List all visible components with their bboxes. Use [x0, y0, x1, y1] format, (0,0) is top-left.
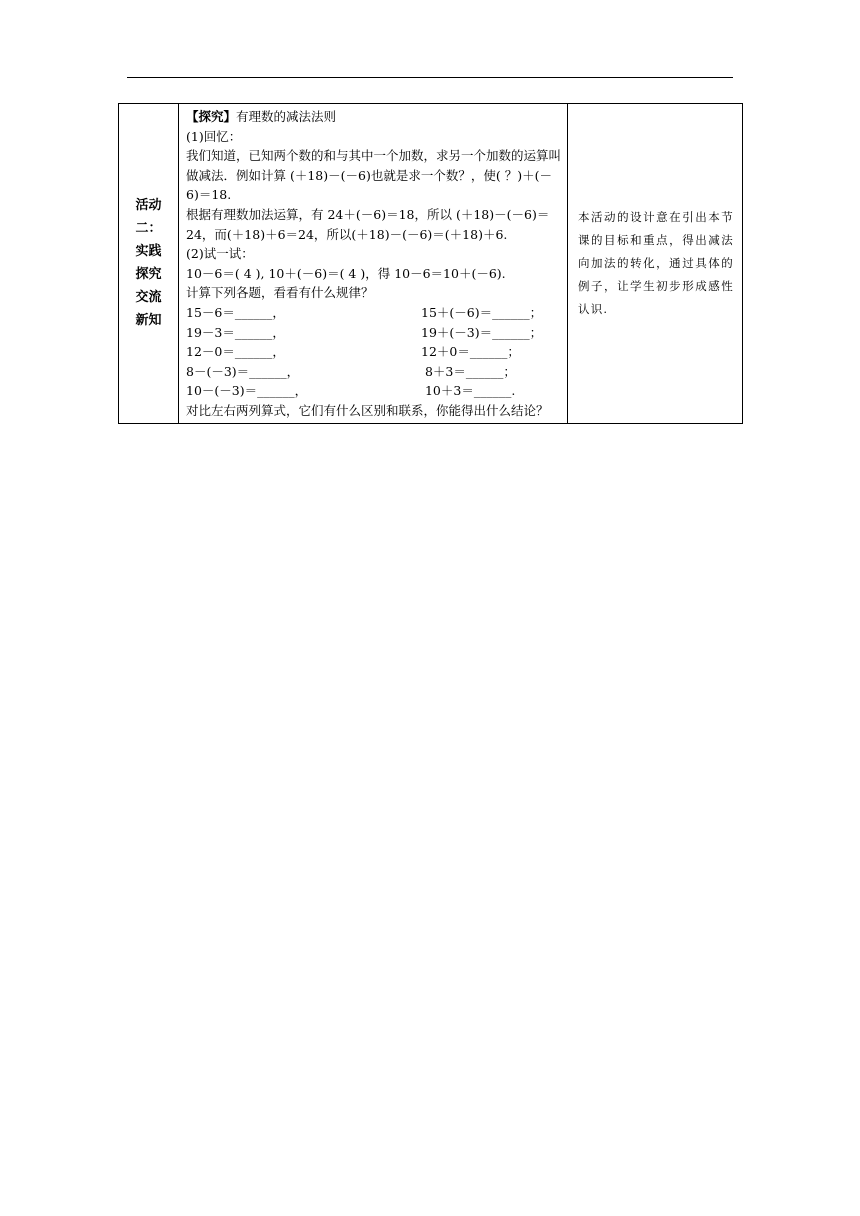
exercise-row	[186, 362, 561, 382]
heading-text: 有理数的减法法则	[236, 109, 337, 124]
exercise-right: 12＋0＝______；	[421, 344, 520, 360]
stage-label-cell	[119, 104, 179, 424]
exercise-row	[186, 342, 561, 362]
exercise-row	[186, 303, 561, 323]
exercise-left: 8－(－3)＝______，	[186, 363, 300, 379]
try-text: 10－6＝( 4 ), 10＋(－6)＝( 4 )，得 10－6＝10＋(－6).	[186, 265, 506, 281]
exercise-right: 10＋3＝______.	[421, 383, 516, 399]
stage-label-line: 交流	[135, 290, 162, 306]
exercise-left: 15－6＝______，	[186, 304, 285, 320]
stage-label-line: 探究	[135, 267, 162, 283]
activity-content-cell	[179, 104, 568, 424]
recall-label: (1)回忆：	[186, 128, 242, 144]
stage-label-line: 新知	[135, 313, 162, 329]
conclusion-text: 对比左右两列算式，它们有什么区别和联系，你能得出什么结论？	[186, 402, 549, 418]
heading-bracket: 【探究】	[186, 109, 237, 124]
lesson-table	[118, 103, 743, 424]
stage-label-line: 实践	[135, 244, 162, 260]
exercise-left: 10－(－3)＝______，	[186, 383, 308, 399]
exercise-row	[186, 381, 561, 401]
stage-label-line: 活动	[135, 198, 162, 214]
stage-label-line: 二：	[135, 221, 162, 237]
recall-text: 我们知道，已知两个数的和与其中一个加数，求另一个加数的运算叫做减法．例如计算 (＋18)－(－6)也就是求一个数？，使( ？)＋(－6)＝18.	[186, 148, 562, 203]
exercise-left: 12－0＝______，	[186, 344, 285, 360]
table-row	[119, 104, 743, 424]
exercise-right: 15＋(－6)＝______；	[421, 304, 543, 320]
exercise-left: 19－3＝______，	[186, 324, 285, 340]
exercise-right: 19＋(－3)＝______；	[421, 324, 543, 340]
header-rule	[127, 77, 733, 78]
section-heading	[186, 107, 561, 127]
design-intent-cell	[568, 104, 743, 424]
try-label: (2)试一试：	[186, 246, 254, 262]
compute-prompt: 计算下列各题，看看有什么规律？	[186, 285, 374, 301]
exercise-row	[186, 323, 561, 343]
reason-text: 根据有理数加法运算，有 24＋(－6)＝18，所以 (＋18)－(－6)＝24，而(＋18)＋6＝24，所以(＋18)－(－6)＝(＋18)＋6.	[186, 206, 550, 242]
design-intent-text: 本活动的设计意在引出本节课的目标和重点，得出减法向加法的转化，通过具体的例子，让学生初步形成感性认识.	[578, 209, 734, 316]
exercise-right: 8＋3＝______；	[421, 363, 516, 379]
